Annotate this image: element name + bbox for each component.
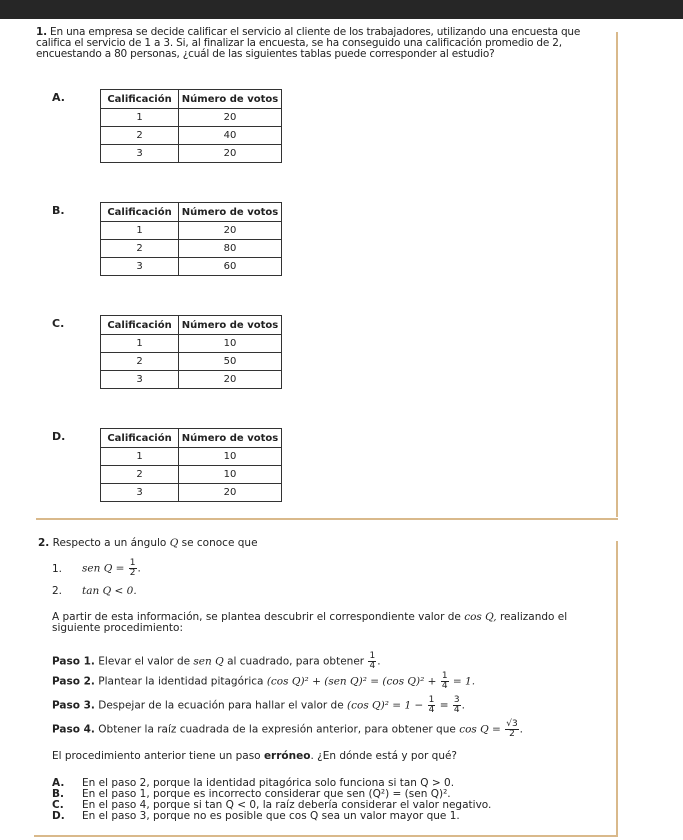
table-header: Calificación (101, 316, 179, 335)
step-3: Paso 3. Despejar de la ecuación para hallar el valor de (cos Q)² = 1 − $\frac{1}{4}$ = $\frac{3}{4}$ . (52, 695, 465, 715)
question-2-divider (34, 835, 618, 837)
question-2-border (616, 541, 618, 836)
table-row: 3 60 (101, 258, 282, 276)
table-row: 1 20 (101, 222, 282, 240)
table-row: 3 20 (101, 371, 282, 389)
table-header: Número de votos (179, 429, 282, 448)
table-header: Número de votos (179, 203, 282, 222)
option-a-table (100, 89, 282, 163)
table-row: 3 20 (101, 145, 282, 163)
option-c-letter: C. (52, 317, 65, 330)
top-bar (0, 0, 683, 19)
option-c-table (100, 315, 282, 389)
table-header: Calificación (101, 90, 179, 109)
question-2-prompt: El procedimiento anterior tiene un paso erróneo. ¿En dónde está y por qué? (52, 750, 458, 762)
table-row: 2 40 (101, 127, 282, 145)
table-row: 2 10 (101, 466, 282, 484)
question-1-border (616, 32, 618, 517)
table-header: Número de votos (179, 90, 282, 109)
option-d-letter: D. (52, 430, 66, 443)
procedure-intro: A partir de esta información, se plantea descubrir el correspondiente valor de cos Q, realizando el siguiente procedimiento: (52, 611, 568, 634)
table-header: Número de votos (179, 316, 282, 335)
question-2-intro: 2. Respecto a un ángulo Q se conoce que (38, 537, 258, 549)
table-row: 3 20 (101, 484, 282, 502)
option-b-table (100, 202, 282, 276)
question-1-divider (36, 518, 618, 520)
table-header: Calificación (101, 203, 179, 222)
option-a-letter: A. (52, 91, 65, 104)
answer-b: B. En el paso 1, porque es incorrecto considerar que sen (Q²) = (sen Q)². (52, 788, 451, 800)
table-row: 1 10 (101, 335, 282, 353)
step-4: Paso 4. Obtener la raíz cuadrada de la expresión anterior, para obtener que cos Q = $\frac{√3}{2}$ . (52, 719, 524, 739)
condition-1: 1. sen Q = $\frac{1}{2}$ . (52, 558, 141, 578)
option-d-table (100, 428, 282, 502)
table-row: 1 10 (101, 448, 282, 466)
table-row: 2 50 (101, 353, 282, 371)
option-b-letter: B. (52, 204, 65, 217)
table-row: 2 80 (101, 240, 282, 258)
condition-2: 2. tan Q < 0. (52, 585, 137, 597)
table-row: 1 20 (101, 109, 282, 127)
answer-a: A. En el paso 2, porque la identidad pitagórica solo funciona si tan Q > 0. (52, 777, 455, 789)
question-1-text: 1. En una empresa se decide calificar el servicio al cliente de los trabajadores, utilizando una encuesta que califica el servicio de 1 a 3. Si, al finalizar la encuesta, se ha conseguido una calificación promedio de 2, encuestando a 80 personas, ¿cuál de las siguientes tablas puede corresponder al estudio? (36, 26, 581, 60)
answer-d: D. En el paso 3, porque no es posible que cos Q sea un valor mayor que 1. (52, 810, 460, 822)
step-2: Paso 2. Plantear la identidad pitagórica (cos Q)² + (sen Q)² = (cos Q)² + $\frac{1}{4}$ = 1. (52, 671, 476, 691)
step-1: Paso 1. Elevar el valor de sen Q al cuadrado, para obtener $\frac{1}{4}$ . (52, 651, 381, 671)
table-header: Calificación (101, 429, 179, 448)
answer-c: C. En el paso 4, porque si tan Q < 0, la raíz debería considerar el valor negativo. (52, 799, 492, 811)
